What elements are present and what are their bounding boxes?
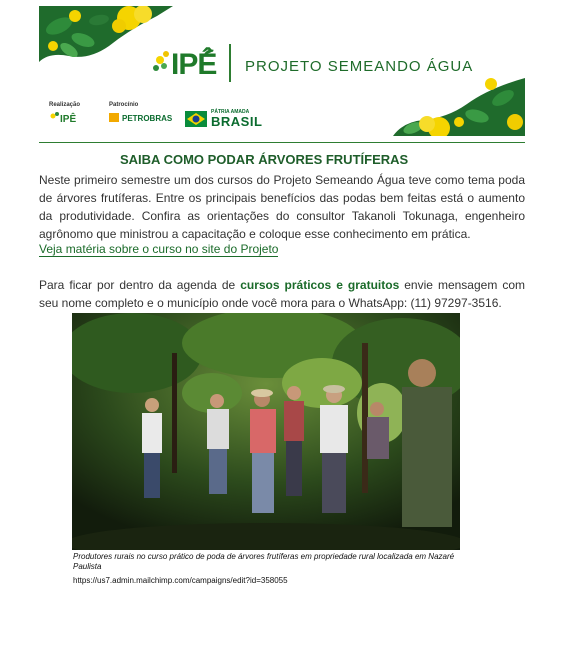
agenda-highlight: cursos práticos e gratuitos: [240, 278, 400, 292]
petrobras-br-icon: [109, 113, 119, 122]
article-intro: Neste primeiro semestre um dos cursos do Projeto Semeando Água teve como tema poda de árvores frutíferas. Entre os principais benefícios das podas bem feitas está o aumento da produtividade. Confira as orientações do consultor Takanoli Tokunaga, engenheiro agrônomo que ministrou a capacitação e coloque esse conhecimento em prática.: [39, 173, 525, 241]
agenda-paragraph: [39, 276, 525, 312]
brasil-text: BRASIL: [211, 114, 263, 129]
agenda-suffix: envie mensagem com seu nome completo e o município onde você mora para o WhatsApp: (11) 97297-3516.: [39, 278, 525, 310]
ipe-logo-text: IPÊ: [171, 48, 217, 81]
header-divider: [229, 44, 231, 82]
petrobras-text: PETROBRAS: [122, 114, 173, 123]
header-rule: [39, 142, 525, 143]
course-photo-illustration: [72, 313, 460, 550]
brasil-sub-text: PÁTRIA AMADA: [211, 109, 250, 115]
ipe-small-logo-icon: [49, 110, 85, 126]
course-photo: [72, 313, 460, 550]
realizacao-label: Realização: [49, 102, 81, 108]
photo-caption: Produtores rurais no curso prático de poda de árvores frutíferas em propriedade rural localizada em Nazaré Paulista: [73, 552, 455, 571]
email-header: [39, 6, 525, 136]
agenda-prefix: Para ficar por dentro da agenda de: [39, 278, 241, 292]
petrobras-logo: [109, 113, 172, 123]
project-title: PROJETO SEMEANDO ÁGUA: [245, 58, 474, 75]
campaign-url[interactable]: https://us7.admin.mailchimp.com/campaigns/edit?id=358055: [73, 576, 288, 585]
article-headline: SAIBA COMO PODAR ÁRVORES FRUTÍFERAS: [120, 152, 409, 167]
svg-text:IPÊ: IPÊ: [60, 114, 77, 125]
leaves-flowers-decoration-bottom-right: [393, 78, 525, 136]
patrocinio-label: Patrocínio: [109, 102, 139, 108]
project-site-link[interactable]: Veja matéria sobre o curso no site do Projeto: [39, 242, 279, 256]
